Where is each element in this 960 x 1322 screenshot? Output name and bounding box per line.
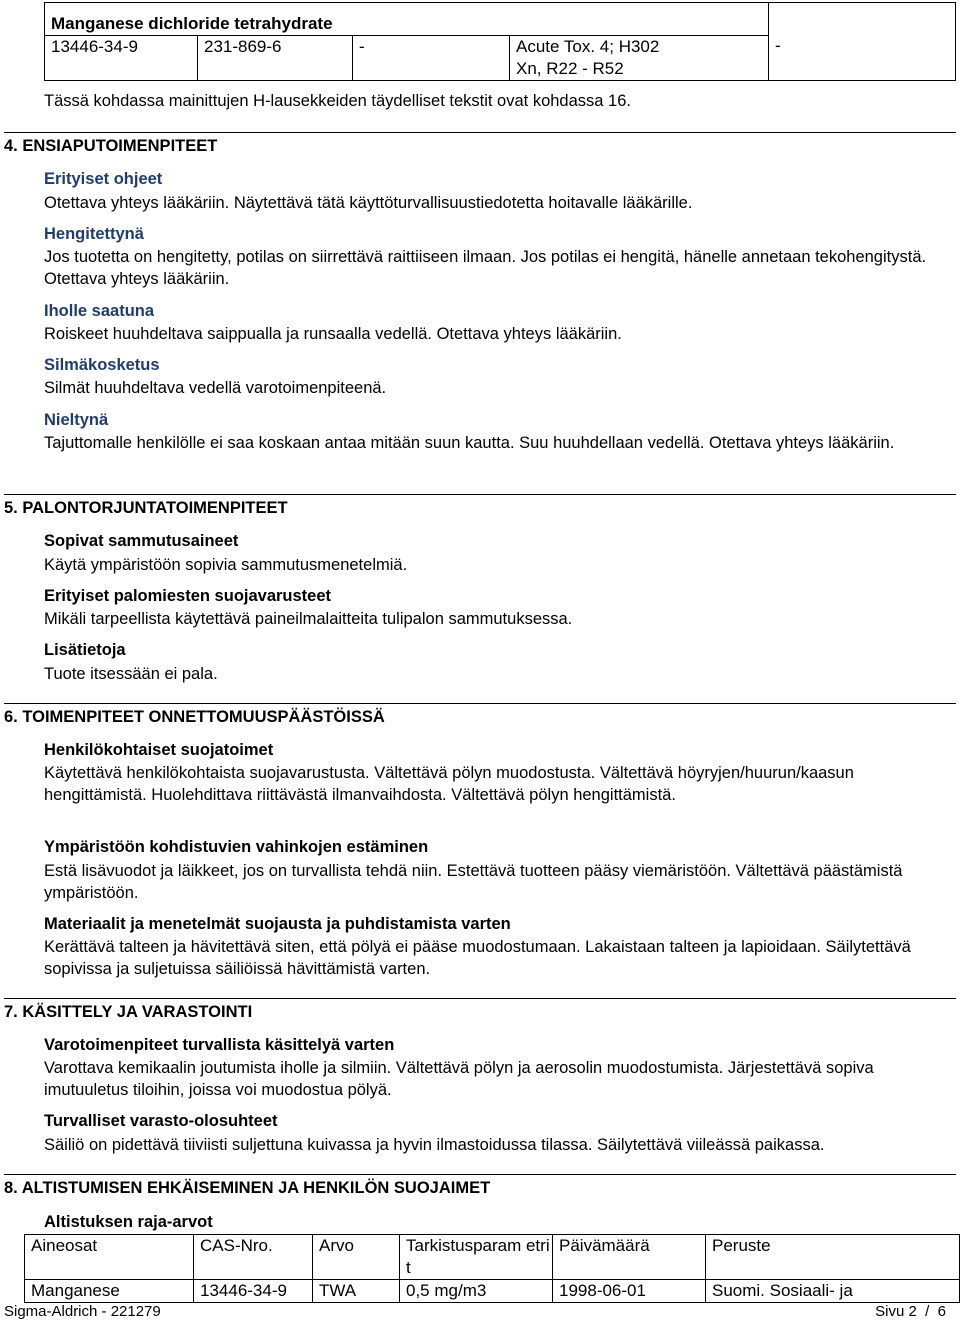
limit-cell bbox=[769, 3, 956, 81]
further-info-heading: Lisätietoja bbox=[44, 641, 126, 659]
section-8-rule bbox=[4, 1174, 956, 1175]
cell-control-params: 0,5 mg/m3 bbox=[400, 1280, 553, 1303]
section-8-title: 8. ALTISTUMISEN EHKÄISEMINEN JA HENKILÖN SUOJAIMET bbox=[4, 1179, 491, 1197]
section-4-rule bbox=[4, 132, 956, 133]
firefighter-equipment-text: Mikäli tarpeellista käytettävä paineilmalaitteita tulipalon sammutuksessa. bbox=[44, 610, 573, 628]
ingestion-heading: Nieltynä bbox=[44, 411, 109, 429]
inhalation-text: Jos tuotetta on hengitetty, potilas on siirrettävä raittiiseen ilmaan. Jos potilas ei hengitä, hänelle annetaan tekohengitystä. Otettava yhteys lääkäriin. bbox=[44, 248, 927, 288]
footer-left: Sigma-Aldrich - 221279 bbox=[4, 1303, 161, 1320]
safe-handling-text: Varottava kemikaalin joutumista iholle ja silmiin. Vältettävä pölyn ja aerosolin muodostumista. Järjestettävä sopiva imutuuletus tiloihin, joissa voi muodostua pölyä. bbox=[44, 1059, 874, 1099]
further-info-text: Tuote itsessään ei pala. bbox=[44, 665, 218, 683]
col-header-value: Arvo bbox=[313, 1235, 400, 1280]
exposure-limits-table bbox=[24, 1234, 960, 1303]
substance-table bbox=[44, 2, 956, 81]
environmental-precautions-heading: Ympäristöön kohdistuvien vahinkojen estäminen bbox=[44, 838, 429, 856]
personal-precautions-text: Käytettävä henkilökohtaista suojavarustusta. Vältettävä pölyn muodostusta. Vältettävä höyryjen/huurun/kaasun hengittämistä. Huolehdittava riittävästä ilmanvaihdosta. Vältettävä pölyn hengittämistä. bbox=[44, 764, 854, 804]
cell-date: 1998-06-01 bbox=[553, 1280, 706, 1303]
section-6-rule bbox=[4, 703, 956, 704]
footer-page-number: Sivu 2 / 6 bbox=[875, 1303, 946, 1320]
ingestion-text: Tajuttomalle henkilölle ei saa koskaan antaa mitään suun kautta. Suu huuhdellaan vedellä. Otettava yhteys lääkäriin. bbox=[44, 434, 895, 452]
eye-contact-text: Silmät huuhdeltava vedellä varotoimenpiteenä. bbox=[44, 379, 387, 397]
col-header-control-params: Tarkistusparam etrit bbox=[400, 1235, 553, 1280]
eye-contact-heading: Silmäkosketus bbox=[44, 356, 160, 374]
index-cell: - bbox=[353, 36, 510, 81]
substance-name: Manganese dichloride tetrahydrate bbox=[45, 3, 769, 36]
general-advice-heading: Erityiset ohjeet bbox=[44, 170, 163, 188]
classification-line2: Xn, R22 - R52 bbox=[516, 59, 624, 78]
firefighter-equipment-heading: Erityiset palomiesten suojavarusteet bbox=[44, 587, 332, 605]
section-4-title: 4. ENSIAPUTOIMENPITEET bbox=[4, 137, 218, 155]
cell-basis: Suomi. Sosiaali- ja bbox=[706, 1280, 960, 1303]
safe-storage-heading: Turvalliset varasto-olosuhteet bbox=[44, 1112, 278, 1130]
col-header-date: Päivämäärä bbox=[553, 1235, 706, 1280]
cas-cell: 13446-34-9 bbox=[45, 36, 198, 81]
section-7-rule bbox=[4, 998, 956, 999]
environmental-precautions-text: Estä lisävuodot ja läikkeet, jos on turvallista tehdä niin. Estettävä tuotteen pääsy viemäristöön. Vältettävä päästämistä ympäristöön. bbox=[44, 862, 903, 902]
exposure-limits-heading: Altistuksen raja-arvot bbox=[44, 1213, 213, 1231]
col-header-ingredient: Aineosat bbox=[25, 1235, 194, 1280]
h-statement-note: Tässä kohdassa mainittujen H-lausekkeiden täydelliset tekstit ovat kohdassa 16. bbox=[44, 92, 631, 110]
classification-cell bbox=[510, 36, 769, 81]
cell-ingredient: Manganese bbox=[25, 1280, 194, 1303]
general-advice-text: Otettava yhteys lääkäriin. Näytettävä tätä käyttöturvallisuustiedotetta hoitavalle lääkärille. bbox=[44, 194, 693, 212]
section-5-title: 5. PALONTORJUNTATOIMENPITEET bbox=[4, 499, 288, 517]
section-5-rule bbox=[4, 494, 956, 495]
section-7-title: 7. KÄSITTELY JA VARASTOINTI bbox=[4, 1003, 253, 1021]
table-row bbox=[25, 1280, 960, 1303]
col-header-basis: Peruste bbox=[706, 1235, 960, 1280]
cleanup-methods-heading: Materiaalit ja menetelmät suojausta ja puhdistamista varten bbox=[44, 915, 511, 933]
skin-contact-heading: Iholle saatuna bbox=[44, 302, 155, 320]
safe-storage-text: Säiliö on pidettävä tiiviisti suljettuna kuivassa ja hyvin ilmastoidussa tilassa. Säilytettävä viileässä paikassa. bbox=[44, 1136, 825, 1154]
extinguishing-media-text: Käytä ympäristöön sopivia sammutusmenetelmiä. bbox=[44, 556, 408, 574]
extinguishing-media-heading: Sopivat sammutusaineet bbox=[44, 532, 239, 550]
table-header-row bbox=[25, 1235, 960, 1280]
cell-cas: 13446-34-9 bbox=[194, 1280, 313, 1303]
section-6-title: 6. TOIMENPITEET ONNETTOMUUSPÄÄSTÖISSÄ bbox=[4, 708, 385, 726]
personal-precautions-heading: Henkilökohtaiset suojatoimet bbox=[44, 741, 274, 759]
cleanup-methods-text: Kerättävä talteen ja hävitettävä siten, että pölyä ei pääse muodostumaan. Lakaistaan talteen ja lapioidaan. Säilytettävä sopivissa ja suljetuissa säiliöissä hävittämistä varten. bbox=[44, 938, 911, 978]
skin-contact-text: Roiskeet huuhdeltava saippualla ja runsaalla vedellä. Otettava yhteys lääkäriin. bbox=[44, 325, 622, 343]
cell-value: TWA bbox=[313, 1280, 400, 1303]
limit-value: - bbox=[775, 36, 781, 55]
col-header-cas: CAS-Nro. bbox=[194, 1235, 313, 1280]
classification-line1: Acute Tox. 4; H302 bbox=[516, 37, 660, 56]
safe-handling-heading: Varotoimenpiteet turvallista käsittelyä varten bbox=[44, 1036, 395, 1054]
ec-cell: 231-869-6 bbox=[198, 36, 353, 81]
inhalation-heading: Hengitettynä bbox=[44, 225, 144, 243]
